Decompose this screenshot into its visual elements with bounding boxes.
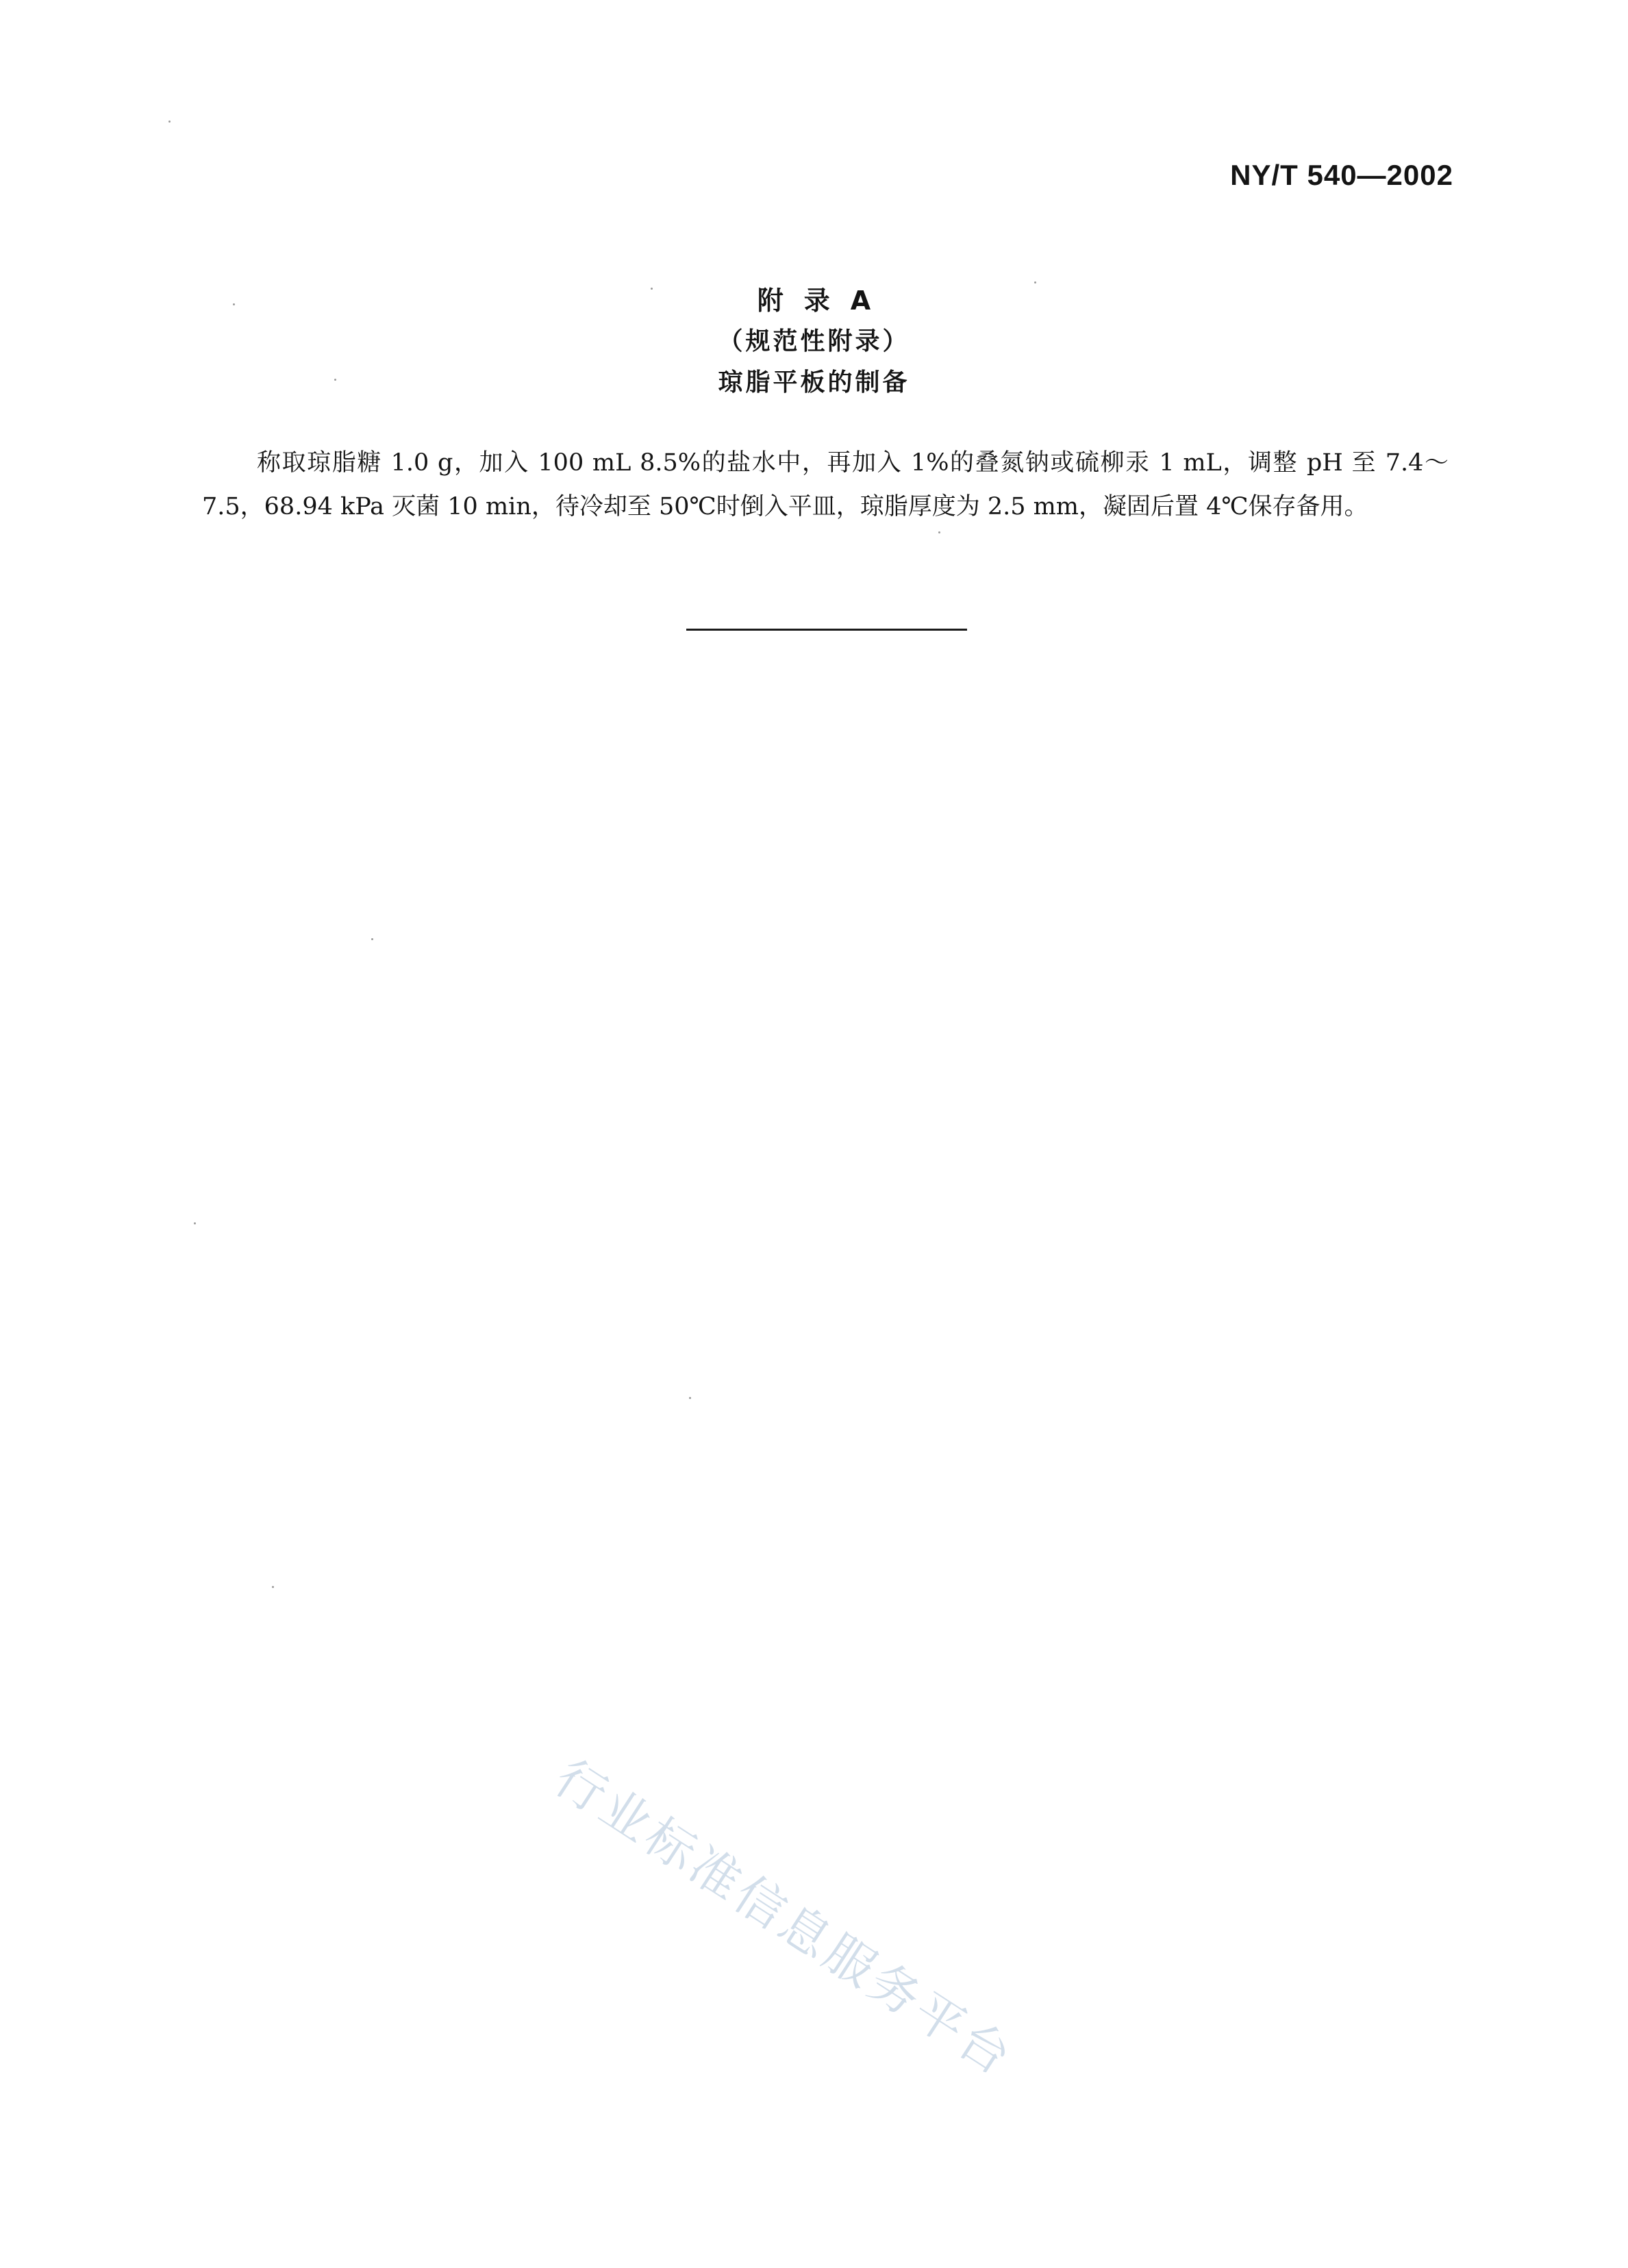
- scan-speck: [938, 531, 940, 533]
- annex-title: 附录A: [757, 286, 892, 316]
- watermark: 行业标准信息服务平台: [544, 1748, 1025, 2088]
- scan-speck: [334, 379, 336, 381]
- scan-speck: [371, 938, 373, 940]
- scan-speck: [194, 1222, 196, 1224]
- scan-speck: [233, 303, 235, 305]
- scan-speck: [651, 288, 653, 290]
- scan-speck: [272, 1586, 274, 1588]
- scan-speck: [689, 1397, 691, 1399]
- scan-speck: [1034, 281, 1036, 284]
- annex-kind: （规范性附录）: [718, 327, 910, 355]
- annex-subject: 琼脂平板的制备: [718, 368, 910, 396]
- body-paragraph: 称取琼脂糖 1.0 g，加入 100 mL 8.5%的盐水中，再加入 1%的叠氮钠或硫柳汞 1 mL，调整 pH 至 7.4～7.5，68.94 kPa 灭菌 10 min，待冷却至 50℃时倒入平皿，琼脂厚度为 2.5 mm，凝固后置 4℃保存备用。: [202, 449, 1449, 520]
- end-rule: [686, 629, 967, 631]
- scan-speck: [168, 121, 171, 123]
- standard-code: NY/T 540—2002: [1230, 159, 1453, 191]
